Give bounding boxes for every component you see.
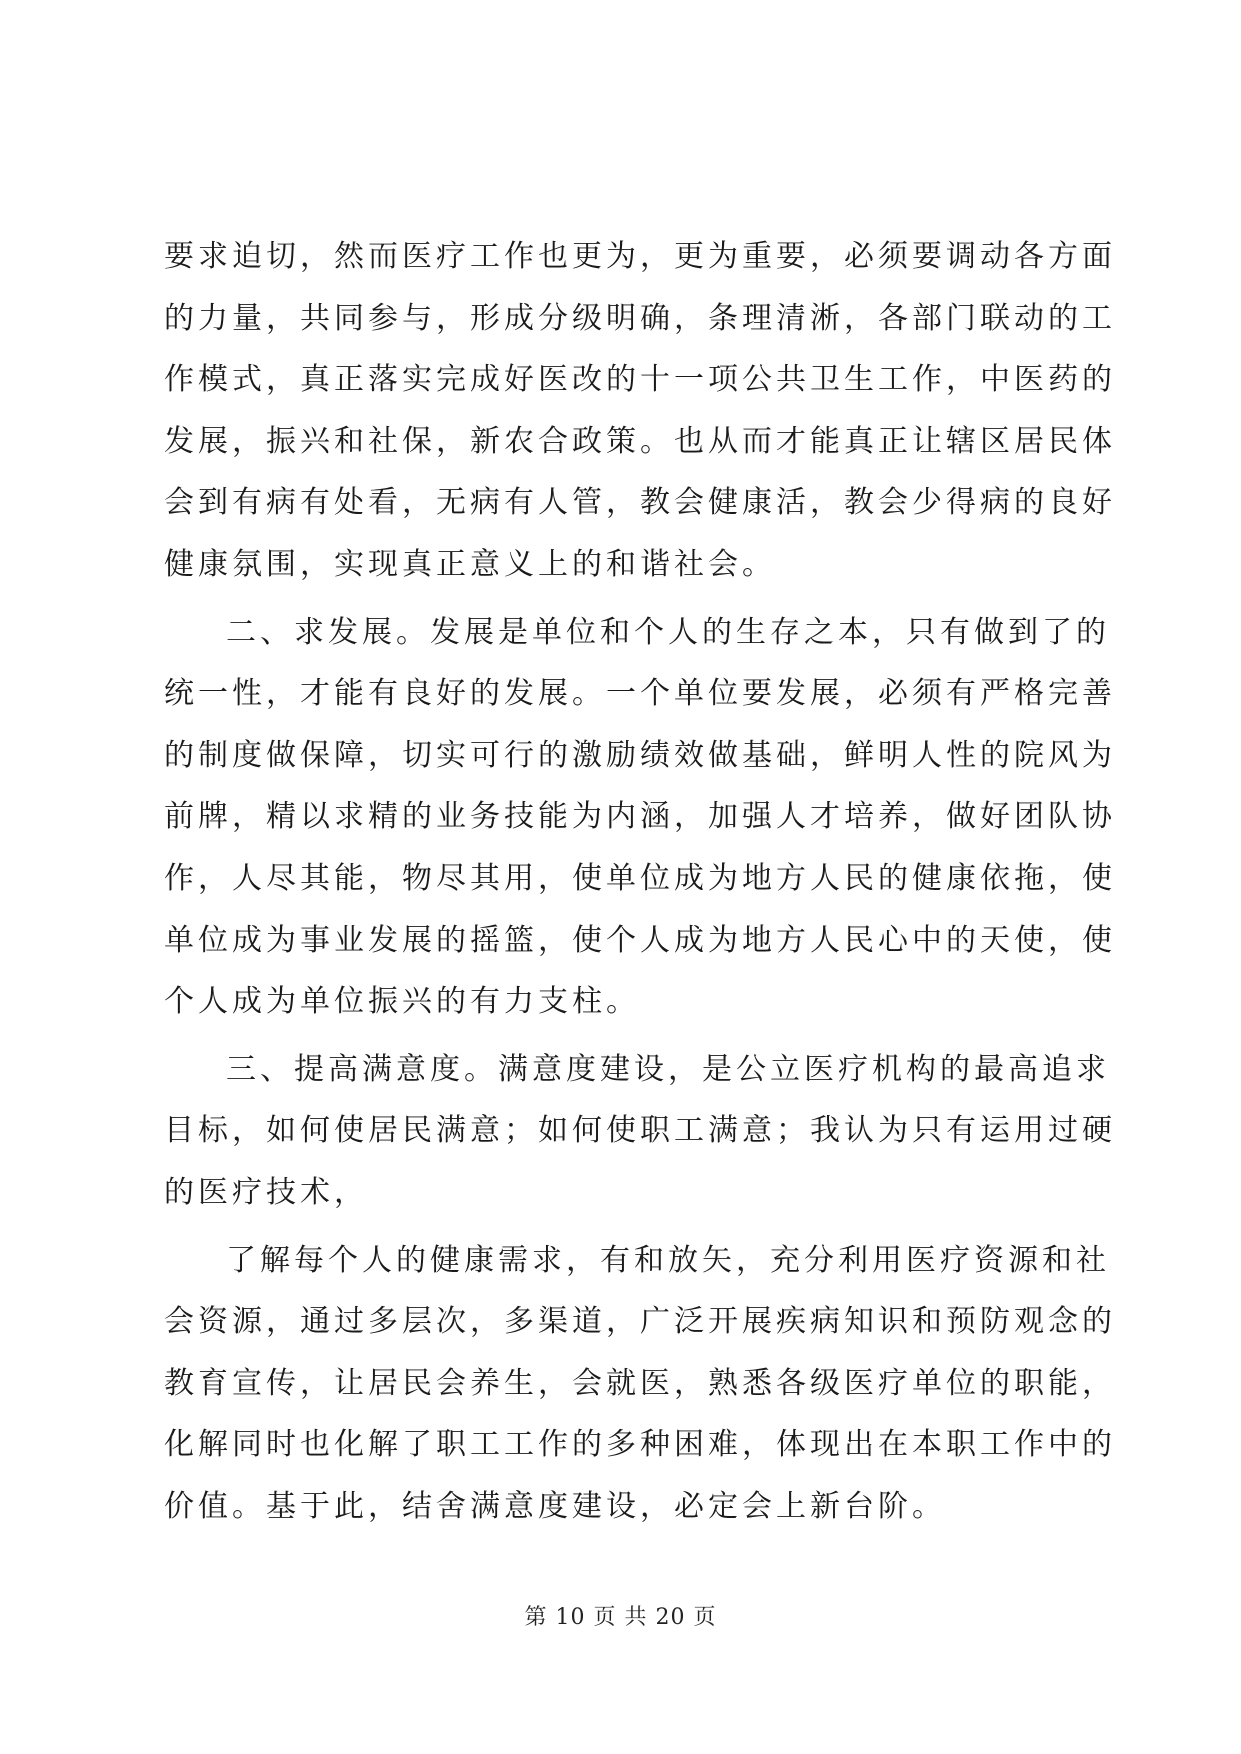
text-line: 前牌，精以求精的业务技能为内涵，加强人才培养，做好团队协 xyxy=(164,799,1116,835)
paragraph xyxy=(164,602,1116,1033)
text-line: 单位成为事业发展的摇篮，使个人成为地方人民心中的天使，使 xyxy=(164,922,1116,958)
text-line: 的力量，共同参与，形成分级明确，条理清淅，各部门联动的工 xyxy=(164,300,1116,336)
page-footer: 第 10 页 共 20 页 xyxy=(524,1605,717,1630)
body-text xyxy=(164,226,1116,1537)
text-line: 会到有病有处看，无病有人管，教会健康活，教会少得病的良好 xyxy=(164,485,1116,521)
text-line: 作模式，真正落实完成好医改的十一项公共卫生工作，中医药的 xyxy=(164,362,1116,398)
text-line: 价值。基于此，结舍满意度建设，必定会上新台阶。 xyxy=(164,1488,946,1524)
text-line: 的制度做保障，切实可行的激励绩效做基础，鲜明人性的院风为 xyxy=(164,737,1116,773)
text-line: 作，人尽其能，物尽其用，使单位成为地方人民的健康依拖，使 xyxy=(164,860,1116,896)
text-line: 目标，如何使居民满意；如何使职工满意；我认为只有运用过硬 xyxy=(164,1113,1116,1149)
text-line: 三、提高满意度。满意度建设，是公立医疗机构的最高追求 xyxy=(226,1051,1110,1087)
text-line: 发展，振兴和社保，新农合政策。也从而才能真正让辖区居民体 xyxy=(164,423,1116,459)
text-line: 统一性，才能有良好的发展。一个单位要发展，必须有严格完善 xyxy=(164,676,1116,712)
paragraph xyxy=(164,226,1116,596)
text-line: 化解同时也化解了职工工作的多种困难，体现出在本职工作中的 xyxy=(164,1427,1116,1463)
paragraph xyxy=(164,1230,1116,1538)
text-line: 要求迫切，然而医疗工作也更为，更为重要，必须要调动各方面 xyxy=(164,239,1116,274)
text-line: 会资源，通过多层次，多渠道，广泛开展疾病知识和预防观念的 xyxy=(164,1304,1116,1340)
text-line: 的医疗技术， xyxy=(164,1174,368,1210)
text-line: 健康氛围，实现真正意义上的和谐社会。 xyxy=(164,546,776,582)
text-line: 教育宣传，让居民会养生，会就医，熟悉各级医疗单位的职能， xyxy=(164,1365,1116,1401)
text-line: 个人成为单位振兴的有力支柱。 xyxy=(164,984,640,1020)
text-line: 二、求发展。发展是单位和个人的生存之本，只有做到了的 xyxy=(226,614,1110,650)
text-line: 了解每个人的健康需求，有和放矢，充分利用医疗资源和社 xyxy=(226,1242,1110,1278)
paragraph xyxy=(164,1039,1116,1224)
